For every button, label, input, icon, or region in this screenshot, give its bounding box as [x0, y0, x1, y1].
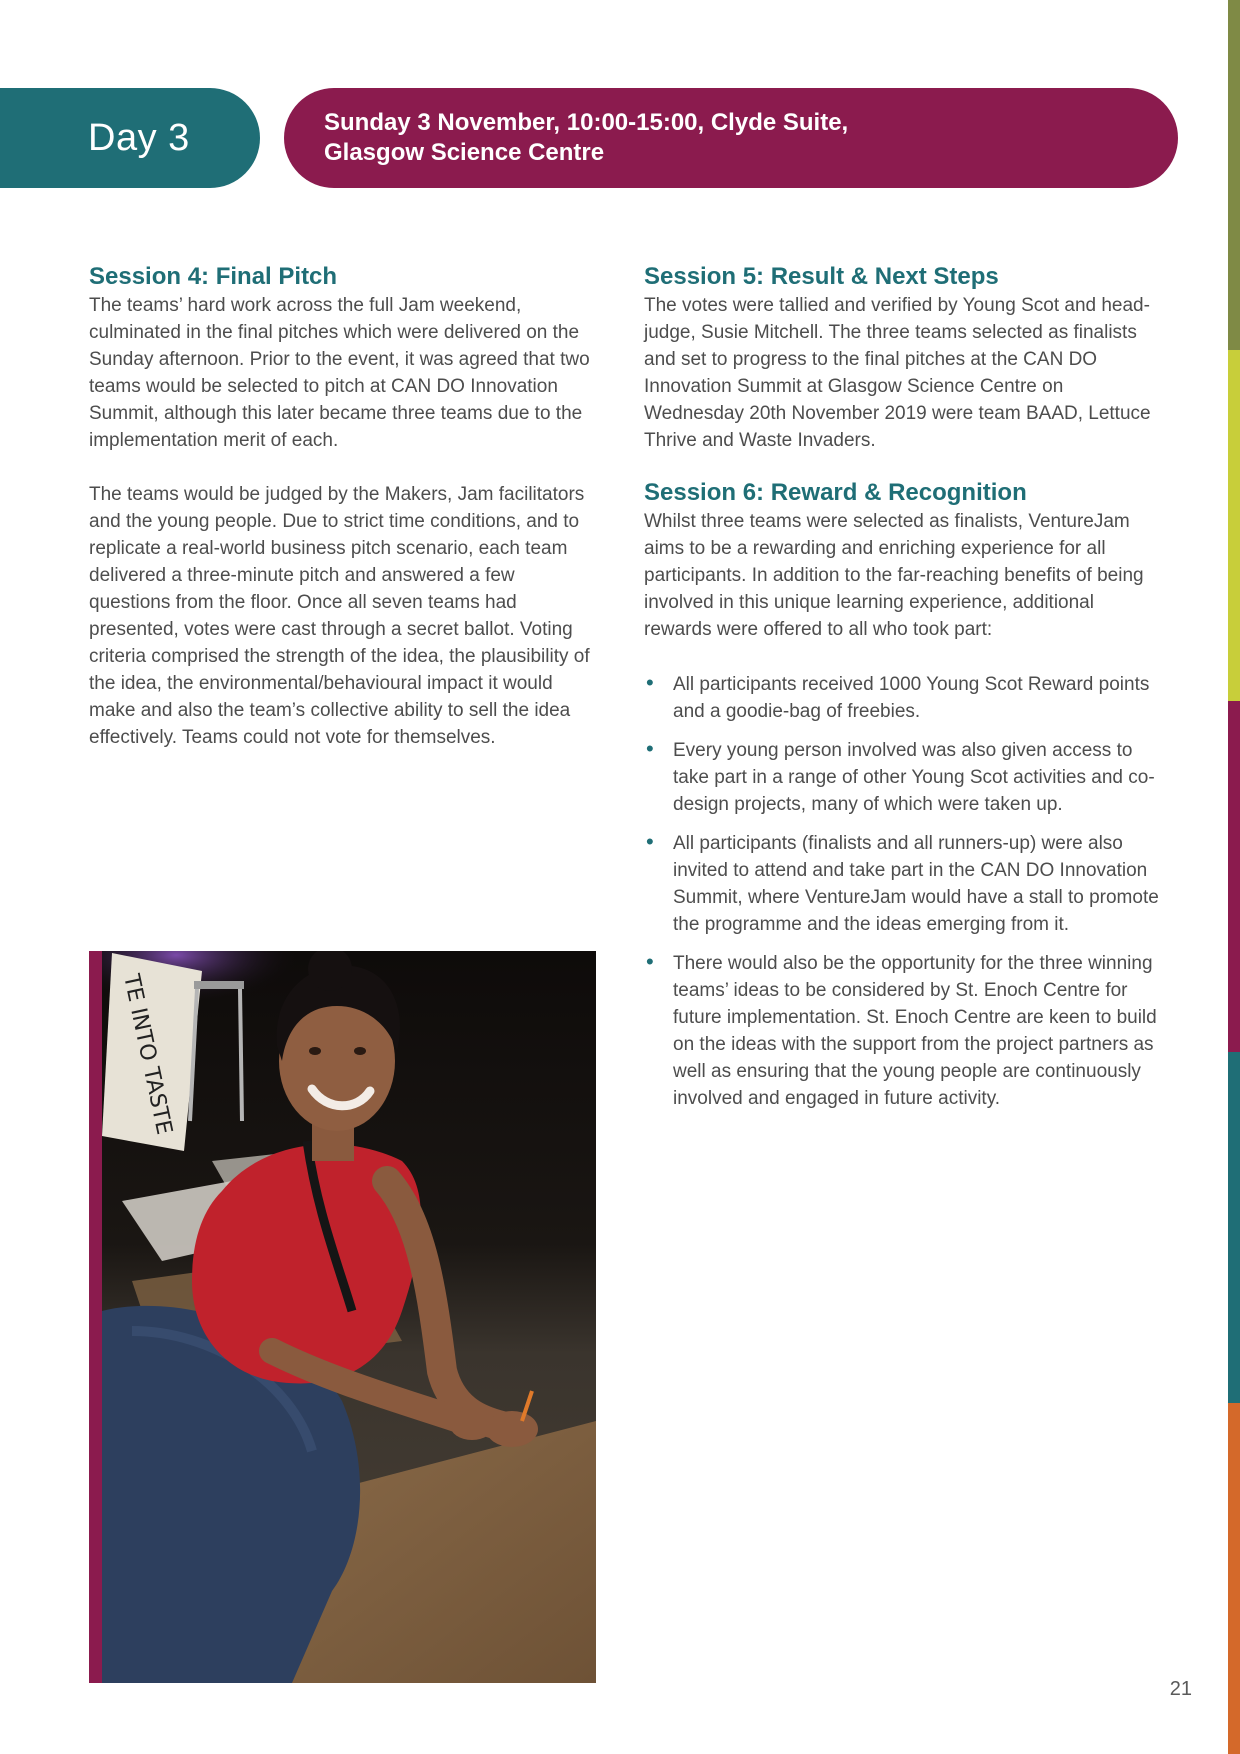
day-label-tab — [0, 88, 260, 188]
stripe-lime — [1228, 350, 1240, 701]
session-5-paragraph: The votes were tallied and verified by Young Scot and head-judge, Susie Mitchell. The three teams selected as finalists and set to progress to the final pitches at the CAN DO Innovation Summit at Glasgow Science Centre on Wednesday 20th November 2019 were team BAAD, Lettuce Thrive and Waste Invaders. — [644, 295, 1151, 451]
stripe-olive — [1228, 0, 1240, 350]
left-column — [89, 262, 599, 751]
session-5-heading: Session 5: Result & Next Steps — [644, 263, 999, 290]
list-item: • There would also be the opportunity for the three winning teams’ ideas to be considered by St. Enoch Centre for future implementation. St. Enoch Centre are keen to build on the ideas with the support from the project partners as well as ensuring that the young people are continuously involved and engaged in future activity. — [646, 949, 1157, 1109]
photo-illustration — [102, 951, 596, 1683]
session-6-paragraph: Whilst three teams were selected as finalists, VentureJam aims to be a rewarding and enriching experience for all participants. In addition to the far-reaching benefits of being involved in this unique learning experience, additional rewards were offered to all who took part: — [644, 511, 1144, 640]
session-4-paragraph-2: The teams would be judged by the Makers, Jam facilitators and the young people. Due to strict time conditions, and to replicate a real-world business pitch scenario, each team delivered a three-minute pitch and answered a few questions from the floor. Once all seven teams had presented, votes were cast through a secret ballot. Voting criteria comprised the strength of the idea, the plausibility of the idea, the environmental/behavioural impact it would make and also the team’s collective ability to sell the idea effectively. Teams could not vote for themselves. — [89, 484, 590, 748]
date-location-text: Sunday 3 November, 10:00-15:00, Clyde Suite, Glasgow Science Centre — [324, 109, 849, 166]
date-location-banner — [284, 88, 1178, 188]
photo-accent-bar — [89, 951, 102, 1683]
svg-text:TE INTO TASTE: TE INTO TASTE — [118, 972, 177, 1137]
session-6-heading: Session 6: Reward & Recognition — [644, 479, 1027, 506]
stripe-orange — [1228, 1403, 1240, 1754]
right-column — [644, 262, 1164, 1124]
session-4-paragraph-1: The teams’ hard work across the full Jam weekend, culminated in the final pitches which were delivered on the Sunday afternoon. Prior to the event, it was agreed that two teams would be selected to pitch at CAN DO Innovation Summit, although this later became three teams due to the implementation merit of each. — [89, 295, 590, 451]
bullet-icon: • — [646, 736, 654, 761]
session-4-heading: Session 4: Final Pitch — [89, 263, 338, 290]
list-item: • All participants received 1000 Young Scot Reward points and a goodie-bag of freebies. — [646, 670, 1150, 722]
edge-color-stripe — [1228, 0, 1240, 1754]
stripe-teal — [1228, 1052, 1240, 1403]
bullet-icon: • — [646, 829, 654, 854]
bullet-icon: • — [646, 670, 654, 695]
list-item: • Every young person involved was also given access to take part in a range of other Young Scot activities and co-design projects, many of which were taken up. — [646, 736, 1155, 815]
page-number: 21 — [1169, 1678, 1192, 1700]
bullet-icon: • — [646, 949, 654, 974]
list-item: • All participants (finalists and all runners-up) were also invited to attend and take part in the CAN DO Innovation Summit, where VentureJam would have a stall to promote the programme and the ideas emerging from it. — [646, 829, 1159, 935]
day-label: Day 3 — [88, 116, 190, 159]
stripe-plum — [1228, 701, 1240, 1052]
participant-photo — [89, 951, 596, 1683]
rewards-list — [644, 671, 1164, 1112]
